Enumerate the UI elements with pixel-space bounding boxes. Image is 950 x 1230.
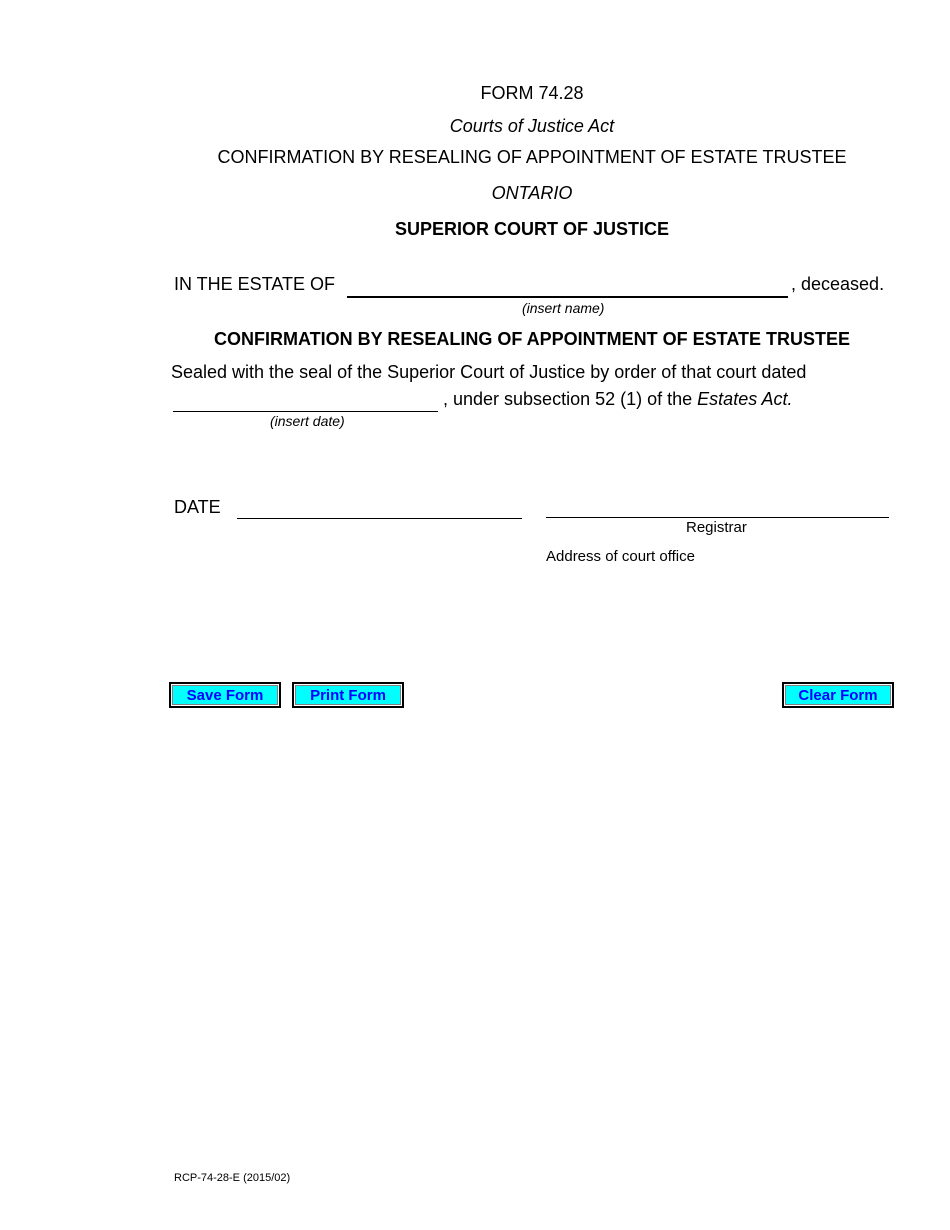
subsection-text: , under subsection 52 (1) of the xyxy=(443,389,693,409)
sealed-statement: Sealed with the seal of the Superior Court of Justice by order of that court dated xyxy=(171,362,807,382)
insert-date-hint: (insert date) xyxy=(270,413,345,429)
estate-prefix: IN THE ESTATE OF xyxy=(174,274,336,294)
jurisdiction: ONTARIO xyxy=(491,183,573,203)
date-label: DATE xyxy=(174,497,221,517)
confirmation-heading: CONFIRMATION BY RESEALING OF APPOINTMENT OF ESTATE TRUSTEE xyxy=(213,329,850,349)
registrar-label: Registrar xyxy=(686,519,747,536)
date-field[interactable] xyxy=(237,499,522,519)
statute-name: Courts of Justice Act xyxy=(449,116,615,136)
subsection-statement xyxy=(443,389,793,410)
order-date-field[interactable] xyxy=(173,392,438,412)
save-form-button[interactable]: Save Form xyxy=(169,682,281,708)
registrar-signature-field[interactable] xyxy=(546,498,889,518)
form-title: CONFIRMATION BY RESEALING OF APPOINTMENT OF ESTATE TRUSTEE xyxy=(217,147,847,167)
estate-suffix: , deceased. xyxy=(791,274,885,294)
court-name: SUPERIOR COURT OF JUSTICE xyxy=(394,219,670,239)
insert-name-hint: (insert name) xyxy=(522,300,605,316)
act-name: Estates Act. xyxy=(697,389,793,409)
court-office-address-label: Address of court office xyxy=(546,548,695,565)
form-number: FORM 74.28 xyxy=(480,83,584,103)
print-form-button[interactable]: Print Form xyxy=(292,682,404,708)
clear-form-button[interactable]: Clear Form xyxy=(782,682,894,708)
form-code: RCP-74-28-E (2015/02) xyxy=(174,1172,291,1184)
estate-name-field[interactable] xyxy=(347,278,788,298)
